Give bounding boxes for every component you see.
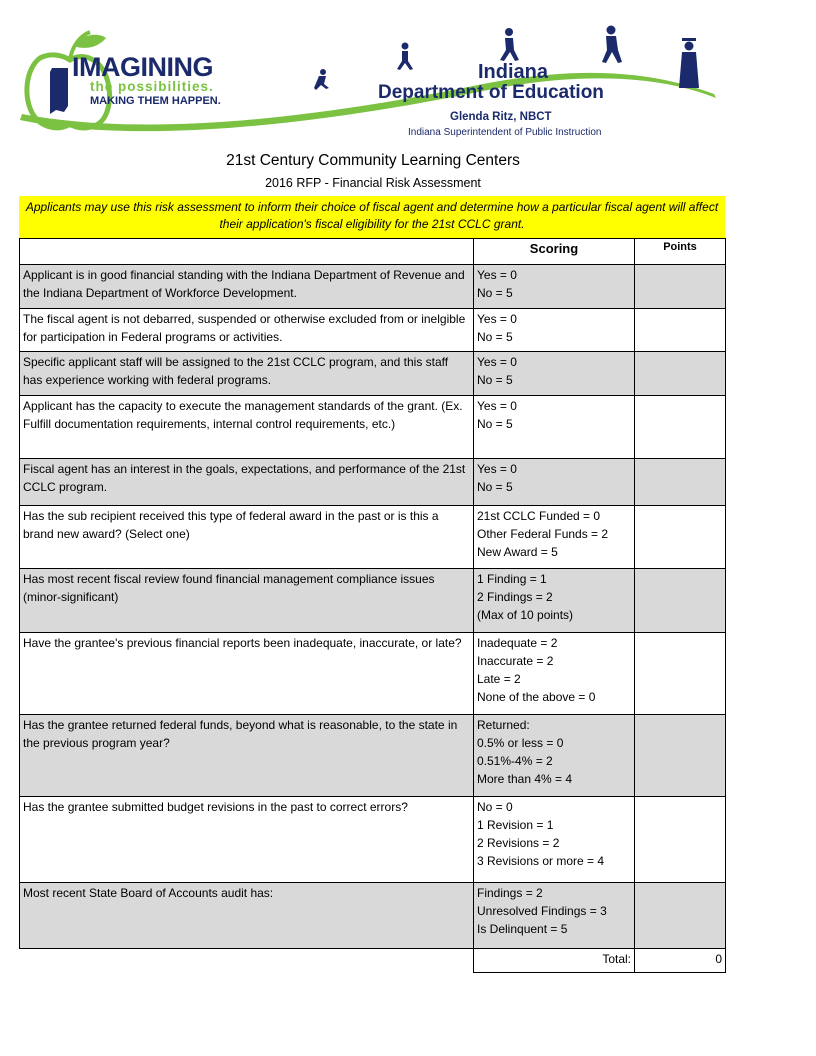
points-input-cell[interactable] <box>635 352 726 396</box>
scoring-option: Is Delinquent = 5 <box>477 922 568 936</box>
instructions-banner: Applicants may use this risk assessment to inform their choice of fiscal agent and determine how a particular fiscal agent will affect their application's fiscal eligibility for the 21st CCLC grant. <box>19 196 725 238</box>
criterion-cell: Specific applicant staff will be assigned to the 21st CCLC program, and this staff has experience working with federal programs. <box>20 352 474 396</box>
scoring-option: 2 Findings = 2 <box>477 590 553 604</box>
scoring-option: Other Federal Funds = 2 <box>477 527 609 541</box>
superintendent-name: Glenda Ritz, NBCT <box>450 111 552 123</box>
scoring-option: 21st CCLC Funded = 0 <box>477 509 601 523</box>
criterion-cell: Applicant has the capacity to execute the management standards of the grant. (Ex. Fulfill documentation requirements, internal control requirements, etc.) <box>20 396 474 459</box>
points-input-cell[interactable] <box>635 265 726 309</box>
scoring-option: More than 4% = 4 <box>477 772 573 786</box>
scoring-cell <box>474 569 635 633</box>
scoring-cell <box>474 396 635 459</box>
scoring-option: Yes = 0 <box>477 462 517 476</box>
scoring-option: 1 Revision = 1 <box>477 818 554 832</box>
table-row <box>20 569 726 633</box>
scoring-cell <box>474 883 635 949</box>
scoring-option: Findings = 2 <box>477 886 543 900</box>
points-header: Points <box>635 239 726 265</box>
points-input-cell[interactable] <box>635 633 726 715</box>
scoring-option: Yes = 0 <box>477 399 517 413</box>
table-row <box>20 883 726 949</box>
criterion-cell: Have the grantee's previous financial reports been inadequate, inaccurate, or late? <box>20 633 474 715</box>
scoring-cell <box>474 265 635 309</box>
scoring-cell <box>474 715 635 797</box>
scoring-cell <box>474 797 635 883</box>
doe-department: Department of Education <box>378 82 604 103</box>
scoring-cell <box>474 506 635 569</box>
table-row <box>20 265 726 309</box>
points-input-cell[interactable] <box>635 797 726 883</box>
points-input-cell[interactable] <box>635 569 726 633</box>
scoring-option: Inaccurate = 2 <box>477 654 554 668</box>
scoring-option: Unresolved Findings = 3 <box>477 904 607 918</box>
scoring-option: (Max of 10 points) <box>477 608 574 622</box>
table-row <box>20 797 726 883</box>
risk-assessment-table <box>19 238 726 973</box>
brand-imagining: IMAGINING <box>72 52 213 82</box>
scoring-option: No = 5 <box>477 417 513 431</box>
brand-tagline: the possibilities. <box>90 79 214 94</box>
scoring-cell <box>474 352 635 396</box>
apple-leaf-icon <box>74 35 106 48</box>
table-header-row <box>20 239 726 265</box>
scoring-option: 0.51%-4% = 2 <box>477 754 553 768</box>
scoring-option: Returned: <box>477 718 530 732</box>
total-row <box>20 949 726 973</box>
page-title: 21st Century Community Learning Centers <box>226 152 520 169</box>
scoring-option: No = 5 <box>477 330 513 344</box>
scoring-option: Late = 2 <box>477 672 521 686</box>
table-row <box>20 506 726 569</box>
points-input-cell[interactable] <box>635 309 726 352</box>
total-value: 0 <box>635 949 726 973</box>
table-row <box>20 633 726 715</box>
criterion-cell: Has most recent fiscal review found financial management compliance issues (minor-significant) <box>20 569 474 633</box>
scoring-option: No = 5 <box>477 286 513 300</box>
scoring-option: 1 Finding = 1 <box>477 572 547 586</box>
scoring-option: Inadequate = 2 <box>477 636 558 650</box>
criterion-header <box>20 239 474 265</box>
scoring-option: 2 Revisions = 2 <box>477 836 560 850</box>
scoring-option: Yes = 0 <box>477 312 517 326</box>
header-banner <box>18 20 718 145</box>
criterion-cell: Most recent State Board of Accounts audit has: <box>20 883 474 949</box>
superintendent-title: Indiana Superintendent of Public Instruction <box>408 127 602 138</box>
criterion-cell: The fiscal agent is not debarred, suspended or otherwise excluded from or inelgible for participation in Federal programs or activities. <box>20 309 474 352</box>
scoring-option: No = 5 <box>477 373 513 387</box>
points-input-cell[interactable] <box>635 506 726 569</box>
scoring-option: 3 Revisions or more = 4 <box>477 854 605 868</box>
criterion-cell: Applicant is in good financial standing with the Indiana Department of Revenue and the Indiana Department of Workforce Development. <box>20 265 474 309</box>
scoring-option: No = 0 <box>477 800 513 814</box>
table-row <box>20 352 726 396</box>
table-row <box>20 309 726 352</box>
table-row <box>20 715 726 797</box>
scoring-option: New Award = 5 <box>477 545 558 559</box>
scoring-header: Scoring <box>474 239 635 265</box>
scoring-option: 0.5% or less = 0 <box>477 736 564 750</box>
points-input-cell[interactable] <box>635 883 726 949</box>
doe-state: Indiana <box>478 61 549 83</box>
scoring-cell <box>474 309 635 352</box>
points-input-cell[interactable] <box>635 459 726 506</box>
indiana-state-icon <box>50 68 68 114</box>
criterion-cell: Has the grantee submitted budget revisions in the past to correct errors? <box>20 797 474 883</box>
table-row <box>20 396 726 459</box>
scoring-cell <box>474 459 635 506</box>
scoring-option: No = 5 <box>477 480 513 494</box>
scoring-cell <box>474 633 635 715</box>
scoring-option: Yes = 0 <box>477 355 517 369</box>
scoring-option: None of the above = 0 <box>477 690 596 704</box>
table-row <box>20 459 726 506</box>
criterion-cell: Has the sub recipient received this type of federal award in the past or is this a brand new award? (Select one) <box>20 506 474 569</box>
total-label: Total: <box>474 949 635 973</box>
total-spacer <box>20 949 474 973</box>
page-subtitle: 2016 RFP - Financial Risk Assessment <box>265 176 481 190</box>
criterion-cell: Fiscal agent has an interest in the goals, expectations, and performance of the 21st CCLC program. <box>20 459 474 506</box>
criterion-cell: Has the grantee returned federal funds, beyond what is reasonable, to the state in the previous program year? <box>20 715 474 797</box>
brand-slogan: MAKING THEM HAPPEN. <box>90 95 221 107</box>
scoring-option: Yes = 0 <box>477 268 517 282</box>
points-input-cell[interactable] <box>635 396 726 459</box>
points-input-cell[interactable] <box>635 715 726 797</box>
